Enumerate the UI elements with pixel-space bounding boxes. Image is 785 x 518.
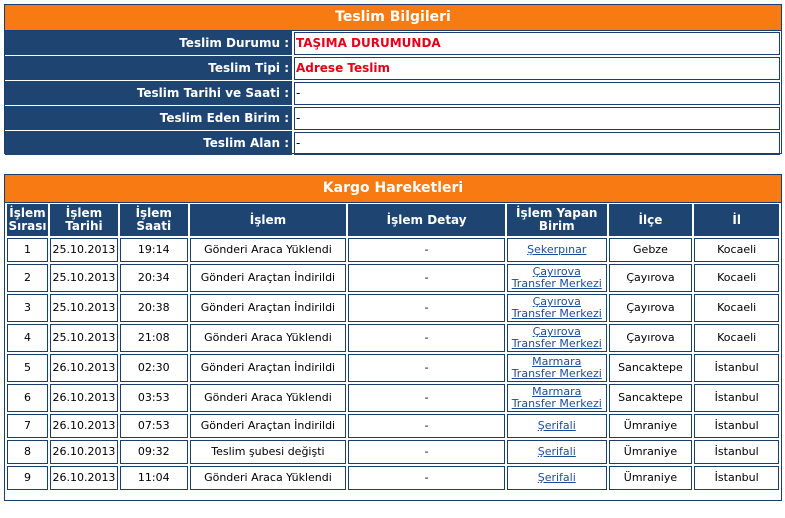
delivery-type-label: Teslim Tipi : xyxy=(5,56,292,81)
cell-ilce: Ümraniye xyxy=(609,440,693,464)
cell-sira: 2 xyxy=(7,264,48,292)
col-header-ilce: İlçe xyxy=(609,204,693,236)
cell-saat: 20:34 xyxy=(120,264,188,292)
cell-islem: Gönderi Araçtan İndirildi xyxy=(190,414,347,438)
delivering-unit-row xyxy=(5,106,781,131)
col-header-detay: İşlem Detay xyxy=(348,204,505,236)
cell-ilce: Sancaktepe xyxy=(609,354,693,382)
cell-sira: 8 xyxy=(7,440,48,464)
cell-sira: 1 xyxy=(7,238,48,262)
birim-link[interactable]: Çayırova Transfer Merkezi xyxy=(511,295,602,320)
cell-birim xyxy=(507,440,607,464)
cell-detay: - xyxy=(348,294,505,322)
cell-ilce: Çayırova xyxy=(609,264,693,292)
table-row xyxy=(7,264,779,292)
birim-link[interactable]: Şerifali xyxy=(537,471,576,484)
cell-islem: Gönderi Araca Yüklendi xyxy=(190,238,347,262)
birim-link[interactable]: Şerifali xyxy=(537,419,576,432)
cell-sira: 7 xyxy=(7,414,48,438)
birim-link[interactable]: Çayırova Transfer Merkezi xyxy=(511,325,602,350)
cell-detay: - xyxy=(348,354,505,382)
cell-saat: 20:38 xyxy=(120,294,188,322)
cell-saat: 21:08 xyxy=(120,324,188,352)
cell-sira: 6 xyxy=(7,384,48,412)
table-row xyxy=(7,414,779,438)
cell-saat: 03:53 xyxy=(120,384,188,412)
delivery-datetime-label: Teslim Tarihi ve Saati : xyxy=(5,81,292,106)
cell-sira: 3 xyxy=(7,294,48,322)
cell-ilce: Çayırova xyxy=(609,324,693,352)
cell-ilce: Çayırova xyxy=(609,294,693,322)
cell-il: Kocaeli xyxy=(694,294,779,322)
col-header-il: İl xyxy=(694,204,779,236)
cell-tarih: 25.10.2013 xyxy=(50,324,118,352)
cell-tarih: 25.10.2013 xyxy=(50,264,118,292)
cell-tarih: 26.10.2013 xyxy=(50,466,118,490)
table-row xyxy=(7,294,779,322)
delivery-type-value: Adrese Teslim xyxy=(294,57,780,80)
shipment-movements-title: Kargo Hareketleri xyxy=(5,175,781,203)
col-header-sira: İşlem Sırası xyxy=(7,204,48,236)
col-header-birim: İşlem Yapan Birim xyxy=(507,204,607,236)
table-row xyxy=(7,440,779,464)
cell-detay: - xyxy=(348,238,505,262)
cell-islem: Gönderi Araca Yüklendi xyxy=(190,466,347,490)
cell-detay: - xyxy=(348,264,505,292)
col-header-islem: İşlem xyxy=(190,204,347,236)
delivery-status-label: Teslim Durumu : xyxy=(5,31,292,56)
birim-link[interactable]: Marmara Transfer Merkezi xyxy=(511,385,602,410)
cell-ilce: Gebze xyxy=(609,238,693,262)
cell-detay: - xyxy=(348,414,505,438)
cell-il: İstanbul xyxy=(694,414,779,438)
cell-il: Kocaeli xyxy=(694,264,779,292)
cell-detay: - xyxy=(348,384,505,412)
cell-il: Kocaeli xyxy=(694,324,779,352)
cell-islem: Gönderi Araçtan İndirildi xyxy=(190,294,347,322)
delivery-status-row xyxy=(5,31,781,56)
table-row xyxy=(7,384,779,412)
cell-il: İstanbul xyxy=(694,440,779,464)
cell-saat: 09:32 xyxy=(120,440,188,464)
shipment-movements-table xyxy=(5,202,781,492)
cell-birim xyxy=(507,294,607,322)
cell-islem: Gönderi Araçtan İndirildi xyxy=(190,264,347,292)
cell-il: İstanbul xyxy=(694,354,779,382)
cell-tarih: 26.10.2013 xyxy=(50,384,118,412)
cell-detay: - xyxy=(348,466,505,490)
delivery-info-title: Teslim Bilgileri xyxy=(5,5,781,31)
cell-islem: Gönderi Araca Yüklendi xyxy=(190,384,347,412)
cell-islem: Gönderi Araçtan İndirildi xyxy=(190,354,347,382)
delivery-type-row xyxy=(5,56,781,81)
cell-birim xyxy=(507,384,607,412)
birim-link[interactable]: Şekerpınar xyxy=(527,243,587,256)
receiver-label: Teslim Alan : xyxy=(5,131,292,156)
cell-sira: 5 xyxy=(7,354,48,382)
cell-ilce: Ümraniye xyxy=(609,414,693,438)
col-header-saat: İşlem Saati xyxy=(120,204,188,236)
col-header-tarih: İşlem Tarihi xyxy=(50,204,118,236)
birim-link[interactable]: Şerifali xyxy=(537,445,576,458)
cell-saat: 11:04 xyxy=(120,466,188,490)
cell-birim xyxy=(507,414,607,438)
cell-saat: 19:14 xyxy=(120,238,188,262)
cell-saat: 02:30 xyxy=(120,354,188,382)
table-row xyxy=(7,238,779,262)
delivery-status-value: TAŞIMA DURUMUNDA xyxy=(294,32,780,55)
cell-birim xyxy=(507,264,607,292)
delivering-unit-value: - xyxy=(294,107,780,130)
cell-il: İstanbul xyxy=(694,466,779,490)
delivery-datetime-value: - xyxy=(294,82,780,105)
cell-il: İstanbul xyxy=(694,384,779,412)
delivering-unit-label: Teslim Eden Birim : xyxy=(5,106,292,131)
cell-tarih: 25.10.2013 xyxy=(50,294,118,322)
cell-tarih: 25.10.2013 xyxy=(50,238,118,262)
cell-detay: - xyxy=(348,440,505,464)
table-row xyxy=(7,324,779,352)
table-row xyxy=(7,466,779,490)
cell-detay: - xyxy=(348,324,505,352)
cell-ilce: Ümraniye xyxy=(609,466,693,490)
cell-ilce: Sancaktepe xyxy=(609,384,693,412)
birim-link[interactable]: Çayırova Transfer Merkezi xyxy=(511,265,602,290)
table-header-row xyxy=(7,204,779,236)
receiver-row xyxy=(5,131,781,156)
cell-tarih: 26.10.2013 xyxy=(50,354,118,382)
cell-islem: Gönderi Araca Yüklendi xyxy=(190,324,347,352)
cell-sira: 4 xyxy=(7,324,48,352)
table-row xyxy=(7,354,779,382)
cell-islem: Teslim şubesi değişti xyxy=(190,440,347,464)
cell-birim xyxy=(507,354,607,382)
cell-sira: 9 xyxy=(7,466,48,490)
cell-il: Kocaeli xyxy=(694,238,779,262)
cell-tarih: 26.10.2013 xyxy=(50,414,118,438)
cell-saat: 07:53 xyxy=(120,414,188,438)
cell-birim xyxy=(507,238,607,262)
birim-link[interactable]: Marmara Transfer Merkezi xyxy=(511,355,602,380)
delivery-datetime-row xyxy=(5,81,781,106)
cell-birim xyxy=(507,466,607,490)
cell-tarih: 26.10.2013 xyxy=(50,440,118,464)
receiver-value: - xyxy=(294,132,780,155)
shipment-movements-panel xyxy=(4,174,782,501)
cell-birim xyxy=(507,324,607,352)
delivery-info-panel xyxy=(4,4,782,154)
